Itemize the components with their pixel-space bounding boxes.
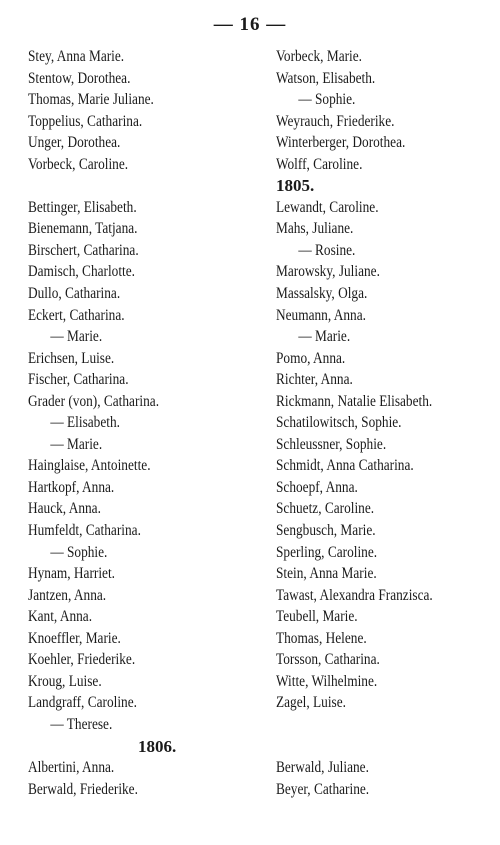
- year-heading: 1805.: [276, 176, 315, 196]
- name-entry: Wolff, Caroline.: [276, 155, 363, 173]
- name-entry: Rickmann, Natalie Elisabeth.: [276, 392, 433, 410]
- name-entry: Hainglaise, Antoinette.: [28, 457, 151, 475]
- name-entry: Vorbeck, Caroline.: [28, 155, 129, 173]
- name-entry: Eckert, Catharina.: [28, 306, 125, 324]
- spacer: [276, 736, 498, 758]
- name-entry: Marowsky, Juliane.: [276, 263, 380, 281]
- right-column: [276, 46, 498, 800]
- name-entry: Unger, Dorothea.: [28, 134, 121, 152]
- name-entry: Grader (von), Catharina.: [28, 392, 160, 410]
- name-entry: Koehler, Friederike.: [28, 651, 136, 669]
- name-entry: Hynam, Harriet.: [28, 565, 115, 583]
- name-entry-continuation: — Sophie.: [298, 91, 356, 109]
- name-entry-continuation: — Marie.: [298, 328, 351, 346]
- name-entry: Beyer, Catharine.: [276, 780, 370, 798]
- name-entry: Schuetz, Caroline.: [276, 500, 375, 518]
- year-heading: 1806.: [138, 736, 177, 756]
- page-number: — 16 —: [213, 14, 287, 35]
- name-entry: Dullo, Catharina.: [28, 285, 121, 303]
- name-entry: Tawast, Alexandra Franzisca.: [276, 586, 433, 604]
- name-entry: Stey, Anna Marie.: [28, 48, 125, 65]
- name-entry: Schoepf, Anna.: [276, 478, 358, 496]
- name-entry: Massalsky, Olga.: [276, 285, 368, 303]
- name-entry: Stein, Anna Marie.: [276, 565, 377, 583]
- name-entry: Toppelius, Catharina.: [28, 112, 143, 130]
- name-entry: Weyrauch, Friederike.: [276, 112, 395, 130]
- name-entry: Bettinger, Elisabeth.: [28, 198, 137, 216]
- name-entry: Stentow, Dorothea.: [28, 69, 131, 87]
- name-entry: Humfeldt, Catharina.: [28, 522, 141, 540]
- name-entry: Thomas, Helene.: [276, 629, 367, 647]
- name-entry: Birschert, Catharina.: [28, 241, 139, 259]
- name-entry: Bienemann, Tatjana.: [28, 220, 138, 238]
- name-entry: Thomas, Marie Juliane.: [28, 91, 154, 109]
- name-entry: Schmidt, Anna Catharina.: [276, 457, 414, 475]
- name-entry: Witte, Wilhelmine.: [276, 672, 378, 690]
- name-entry: Albertini, Anna.: [28, 759, 115, 777]
- name-entry-continuation: — Rosine.: [298, 241, 356, 259]
- name-entry: Sengbusch, Marie.: [276, 522, 376, 540]
- name-entry: Schleussner, Sophie.: [276, 435, 387, 453]
- name-entry: Pomo, Anna.: [276, 349, 346, 367]
- name-entry: Richter, Anna.: [276, 371, 353, 389]
- name-entry: Schatilowitsch, Sophie.: [276, 414, 402, 432]
- name-entry: Hauck, Anna.: [28, 500, 101, 518]
- name-entry: Fischer, Catharina.: [28, 371, 129, 389]
- spacer: [28, 175, 256, 197]
- name-entry-continuation: — Therese.: [50, 715, 113, 733]
- name-entry: Neumann, Anna.: [276, 306, 366, 324]
- name-entry: Kroug, Luise.: [28, 672, 102, 690]
- name-entry: Vorbeck, Marie.: [276, 48, 363, 65]
- name-entry: Jantzen, Anna.: [28, 586, 107, 604]
- name-entry: Teubell, Marie.: [276, 608, 358, 626]
- spacer: [276, 714, 498, 736]
- name-entry: Zagel, Luise.: [276, 694, 346, 712]
- name-entry: Kant, Anna.: [28, 608, 93, 626]
- name-entry: Hartkopf, Anna.: [28, 478, 115, 496]
- name-entry: Winterberger, Dorothea.: [276, 134, 406, 152]
- name-entry: Erichsen, Luise.: [28, 349, 115, 367]
- name-entry: Lewandt, Caroline.: [276, 198, 379, 216]
- name-entry: Mahs, Juliane.: [276, 220, 354, 238]
- name-entry: Sperling, Caroline.: [276, 543, 378, 561]
- name-entry-continuation: — Marie.: [50, 328, 103, 346]
- name-entry: Berwald, Juliane.: [276, 759, 369, 777]
- name-entry: Landgraff, Caroline.: [28, 694, 137, 712]
- name-entry: Knoeffler, Marie.: [28, 629, 121, 647]
- name-entry: Watson, Elisabeth.: [276, 69, 376, 87]
- name-entry-continuation: — Elisabeth.: [50, 414, 120, 432]
- name-entry-continuation: — Sophie.: [50, 543, 108, 561]
- name-entry: Berwald, Friederike.: [28, 780, 138, 798]
- left-column: [28, 46, 256, 800]
- name-entry-continuation: — Marie.: [50, 435, 103, 453]
- name-entry: Torsson, Catharina.: [276, 651, 380, 669]
- name-entry: Damisch, Charlotte.: [28, 263, 135, 281]
